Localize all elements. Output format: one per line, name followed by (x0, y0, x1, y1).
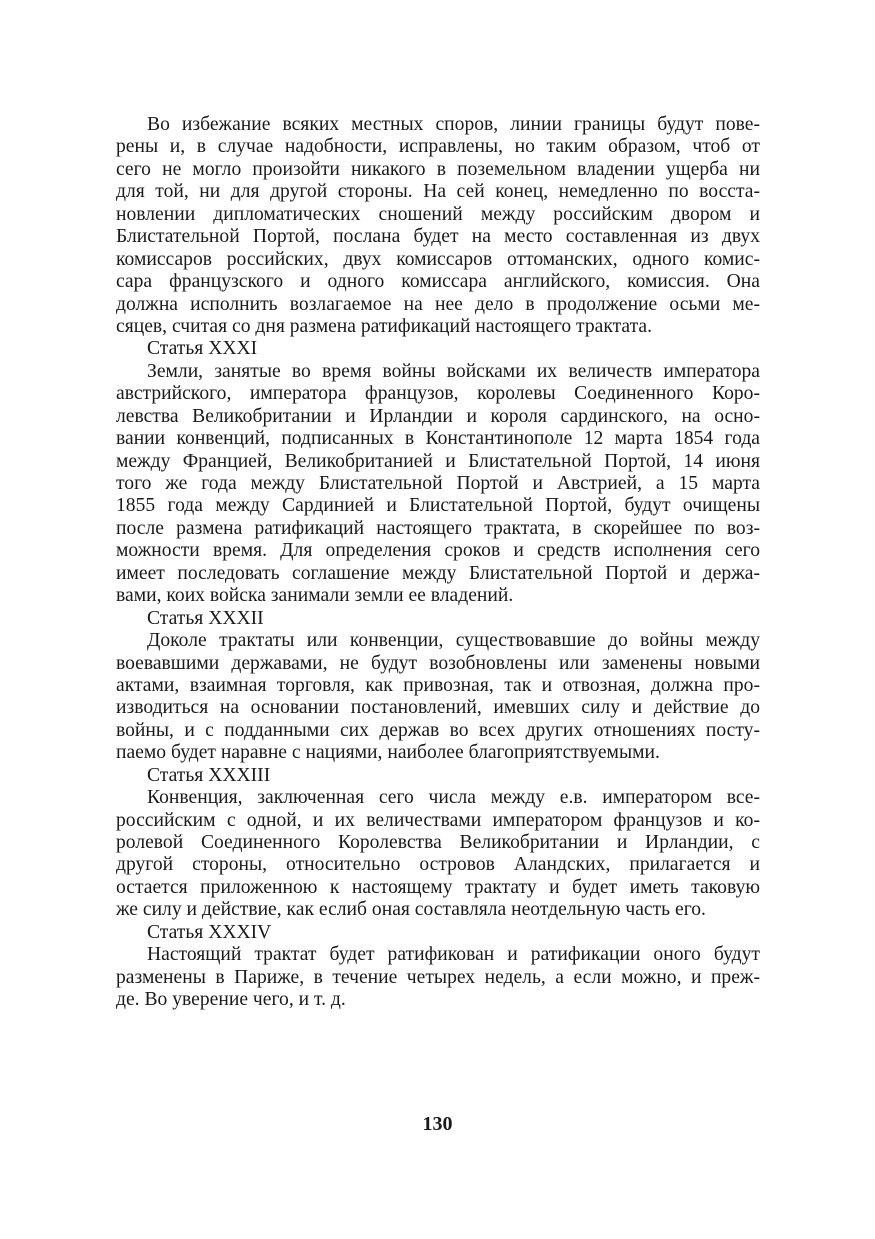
text-line: австрийского, императора французов, королевы Соединенного Коро- (116, 383, 760, 405)
text-line: де. Во уверение чего, и т. д. (116, 989, 346, 1011)
article-34-text (116, 944, 760, 1011)
text-line: актами, взаимная торговля, как привозная, так и отвозная, должна про- (116, 674, 760, 696)
article-heading-32: Статья XXXII (147, 607, 264, 629)
text-line: имеет последовать соглашение между Блистательной Портой и держа- (116, 562, 760, 584)
text-line: сара французского и одного комиссара английского, комиссия. Она (116, 271, 760, 293)
page-body (116, 114, 760, 1012)
text-line: Земли, занятые во время войны войсками их величеств императора (147, 360, 760, 382)
text-line: российским с одной, и их величествами императором французов и ко- (116, 809, 760, 831)
text-line: разменены в Париже, в течение четырех недель, а если можно, и преж- (116, 966, 760, 988)
page-number: 130 (422, 1113, 453, 1135)
text-line: Конвенция, заключенная сего числа между е.в. императором все- (147, 787, 760, 809)
text-line: для той, ни для другой стороны. На сей конец, немедленно по восста- (116, 181, 760, 203)
text-line: новлении дипломатических сношений между российским двором и (116, 203, 760, 225)
article-33-text (116, 787, 760, 922)
text-line: 1855 года между Сардинией и Блистательной Портой, будут очищены (116, 495, 760, 517)
text-line: войны, и с подданными сих держав во всех других отношениях посту- (116, 719, 760, 741)
paragraph-boundary-lines (116, 114, 760, 338)
text-line: паемо будет наравне с нациями, наиболее благоприятствуемыми. (116, 742, 660, 764)
text-line: сяцев, считая со дня размена ратификаций настоящего трактата. (116, 315, 652, 337)
text-line: сего не могло произойти никакого в поземельном владении ущерба ни (116, 158, 760, 180)
text-line: вании конвенций, подписанных в Константинополе 12 марта 1854 года (116, 428, 760, 450)
text-line: того же года между Блистательной Портой и Австрией, а 15 марта (116, 473, 760, 494)
text-line: Во избежание всяких местных споров, линии границы будут пове- (147, 114, 760, 135)
text-line: другой стороны, относительно островов Аландских, прилагается и (116, 854, 760, 876)
text-line: левства Великобритании и Ирландии и короля сардинского, на осно- (116, 405, 760, 427)
article-heading-31: Статья XXXI (147, 338, 258, 360)
text-line: можности время. Для определения сроков и средств исполнения сего (116, 540, 760, 562)
text-line: воевавшими державами, не будут возобновлены или заменены новыми (116, 652, 760, 674)
text-line: Блистательной Портой, послана будет на место составленная из двух (116, 226, 760, 248)
text-line: же силу и действие, как еслиб оная составляла неотдельную часть его. (116, 899, 706, 921)
text-line: между Францией, Великобританией и Блистательной Портой, 14 июня (116, 450, 760, 472)
text-line: изводиться на основании постановлений, имевших силу и действие до (116, 697, 760, 719)
article-heading-33: Статья XXXIII (147, 764, 271, 786)
text-line: после размена ратификаций настоящего трактата, в скорейшее по воз- (116, 517, 760, 539)
article-31-text (116, 361, 760, 608)
text-line: вами, коих войска занимали земли ее владений. (116, 585, 514, 607)
text-line: комиссаров российских, двух комиссаров оттоманских, одного комис- (116, 248, 760, 270)
text-line: остается приложенною к настоящему трактату и будет иметь таковую (116, 876, 760, 898)
text-line: Доколе трактаты или конвенции, существовавшие до войны между (147, 630, 760, 652)
text-line: ролевой Соединенного Королевства Великобритании и Ирландии, с (116, 832, 760, 853)
text-line: должна исполнить возлагаемое на нее дело в продолжение осьми ме- (116, 293, 760, 315)
article-32-text (116, 630, 760, 765)
article-heading-34: Статья XXXIV (147, 921, 272, 943)
text-line: рены и, в случае надобности, исправлены, но таким образом, чтоб от (116, 136, 760, 158)
text-line: Настоящий трактат будет ратификован и ратификации оного будут (147, 944, 760, 966)
